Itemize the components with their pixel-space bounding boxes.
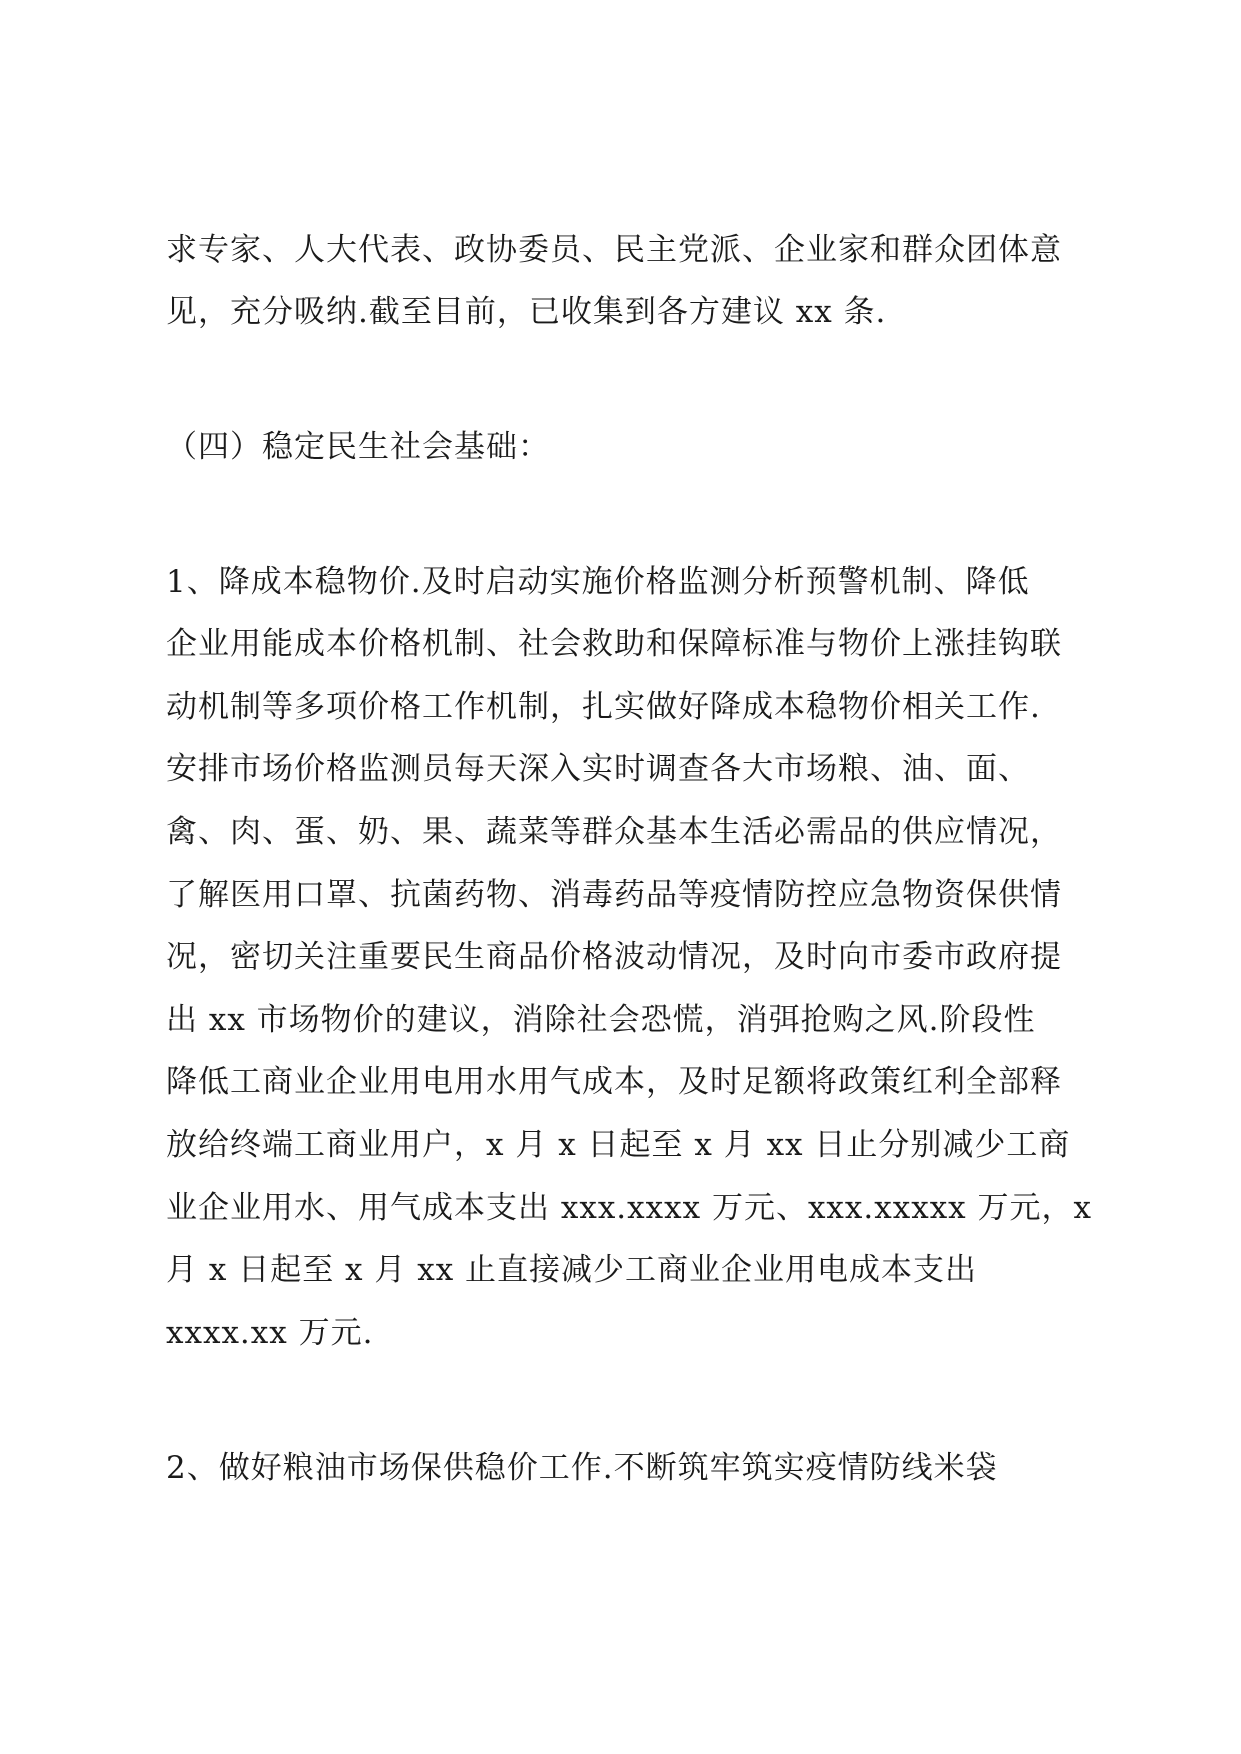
item-1-line: 了解医用口罩、抗菌药物、消毒药品等疫情防控应急物资保供情 — [166, 877, 1062, 913]
item-2-line: 2、做好粮油市场保供稳价工作.不断筑牢筑实疫情防线米袋 — [166, 1450, 998, 1486]
item-1-line: xxxx.xx 万元. — [166, 1315, 374, 1351]
item-1-line: 1、降成本稳物价.及时启动实施价格监测分析预警机制、降低 — [166, 564, 1030, 600]
item-1-line: 放给终端工商业用户，x 月 x 日起至 x 月 xx 日止分别减少工商 — [166, 1127, 1071, 1163]
item-1-line: 禽、肉、蛋、奶、果、蔬菜等群众基本生活必需品的供应情况， — [166, 814, 1062, 850]
paragraph-line: 见，充分吸纳.截至目前，已收集到各方建议 xx 条. — [166, 294, 887, 330]
item-1-line: 动机制等多项价格工作机制，扎实做好降成本稳物价相关工作. — [166, 689, 1041, 725]
item-1-line: 况，密切关注重要民生商品价格波动情况，及时向市委市政府提 — [166, 939, 1062, 975]
paragraph-line: 求专家、人大代表、政协委员、民主党派、企业家和群众团体意 — [166, 232, 1062, 268]
item-1-line: 月 x 日起至 x 月 xx 止直接减少工商业企业用电成本支出 — [166, 1252, 978, 1288]
item-1-line: 出 xx 市场物价的建议，消除社会恐慌，消弭抢购之风.阶段性 — [166, 1002, 1036, 1038]
item-1-line: 业企业用水、用气成本支出 xxx.xxxx 万元、xxx.xxxxx 万元，x — [166, 1190, 1092, 1226]
item-1-line: 安排市场价格监测员每天深入实时调查各大市场粮、油、面、 — [166, 751, 1030, 787]
item-1-line: 企业用能成本价格机制、社会救助和保障标准与物价上涨挂钩联 — [166, 626, 1062, 662]
item-1-line: 降低工商业企业用电用水用气成本，及时足额将政策红利全部释 — [166, 1064, 1062, 1100]
section-heading: （四）稳定民生社会基础： — [166, 429, 550, 465]
